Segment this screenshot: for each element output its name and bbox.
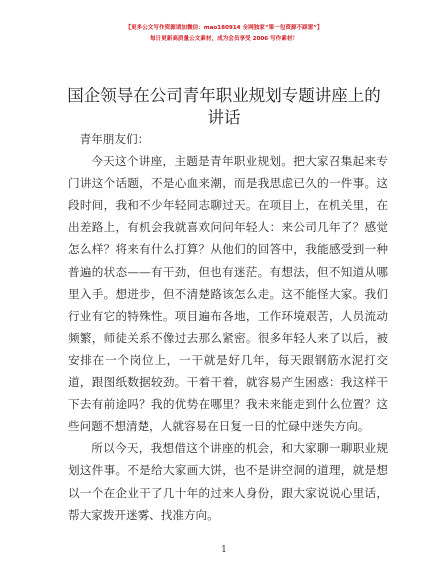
document-body — [68, 128, 388, 526]
promo-banner-line-2: 每日更新高质量公文素材，成为会员享受 2006 写作素材！ — [149, 36, 299, 42]
body-paragraph-1: 今天这个讲座，主题是青年职业规划。把大家召集起来专门讲这个话题，不是心血来潮，而是我思虑已久的一件事。这段时间，我和不少年轻同志聊过天。在项目上，在机关里，在出差路上，有机会我就喜欢问问年轻人：来公司几年了？感觉怎么样？将来有什么打算？从他们的回答中，我能感受到一种普遍的状态——有干劲，但也有迷茫。有想法，但不知道从哪里入手。想进步，但不清楚路该怎么走。这不能怪大家。我们行业有它的特殊性。项目遍布各地，工作环境艰苦，人员流动频繁，师徒关系不像过去那么紧密。很多年轻人来了以后，被安排在一个岗位上，一干就是好几年，每天跟钢筋水泥打交道，跟图纸数据较劲。干着干着，就容易产生困惑：我这样干下去有前途吗？我的优势在哪里？我未来能走到什么位置？这些问题不想清楚，人就容易在日复一日的忙碌中迷失方向。 — [68, 154, 388, 434]
page-number: 1 — [221, 545, 227, 555]
document-title: 国企领导在公司青年职业规划专题讲座上的讲话 — [67, 86, 381, 127]
promo-banner — [0, 23, 448, 45]
salutation: 青年朋友们： — [79, 132, 150, 146]
body-paragraph-2: 所以今天，我想借这个讲座的机会，和大家聊一聊职业规划这件事。不是给大家画大饼，也不是讲空洞的道理，就是想以一个在企业干了几十年的过来人身份，跟大家说说心里话，帮大家拨开迷雾、找准方向。 — [68, 441, 388, 522]
promo-banner-line-1: 【更多公文写作资源请加微信：mao180914 全网独家“第一包资源不踩雷”】 — [125, 25, 323, 31]
